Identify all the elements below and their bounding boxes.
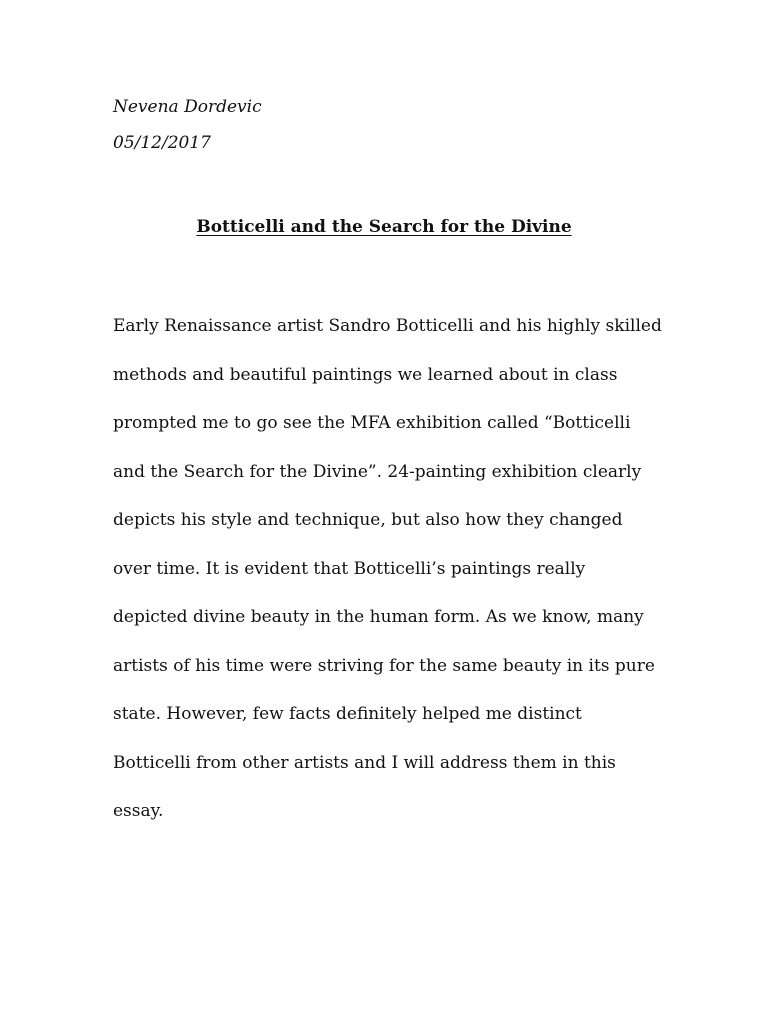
paragraph-line: depicts his style and technique, but also how they changed: [113, 510, 623, 530]
paragraph-line: artists of his time were striving for the same beauty in its pure: [113, 655, 655, 676]
paragraph-line: and the Search for the Divine”. 24-painting exhibition clearly: [113, 461, 642, 482]
document-date: 05/12/2017: [113, 133, 211, 153]
paragraph-line: over time. It is evident that Botticelli’s paintings really: [113, 558, 586, 579]
paragraph-line: Early Renaissance artist Sandro Botticelli and his highly skilled: [113, 316, 662, 336]
author-name: Nevena Dordevic: [113, 97, 262, 117]
paragraph-line: prompted me to go see the MFA exhibition called “Botticelli: [113, 413, 631, 433]
paragraph-line: Botticelli from other artists and I will address them in this: [113, 752, 616, 773]
paragraph-line: state. However, few facts definitely helped me distinct: [113, 704, 582, 724]
paragraph-line: methods and beautiful paintings we learned about in class: [113, 364, 618, 385]
essay-paragraph: [113, 314, 673, 848]
paragraph-line: essay.: [113, 801, 164, 821]
essay-title: Botticelli and the Search for the Divine: [196, 217, 572, 237]
paragraph-line: depicted divine beauty in the human form. As we know, many: [113, 607, 644, 627]
